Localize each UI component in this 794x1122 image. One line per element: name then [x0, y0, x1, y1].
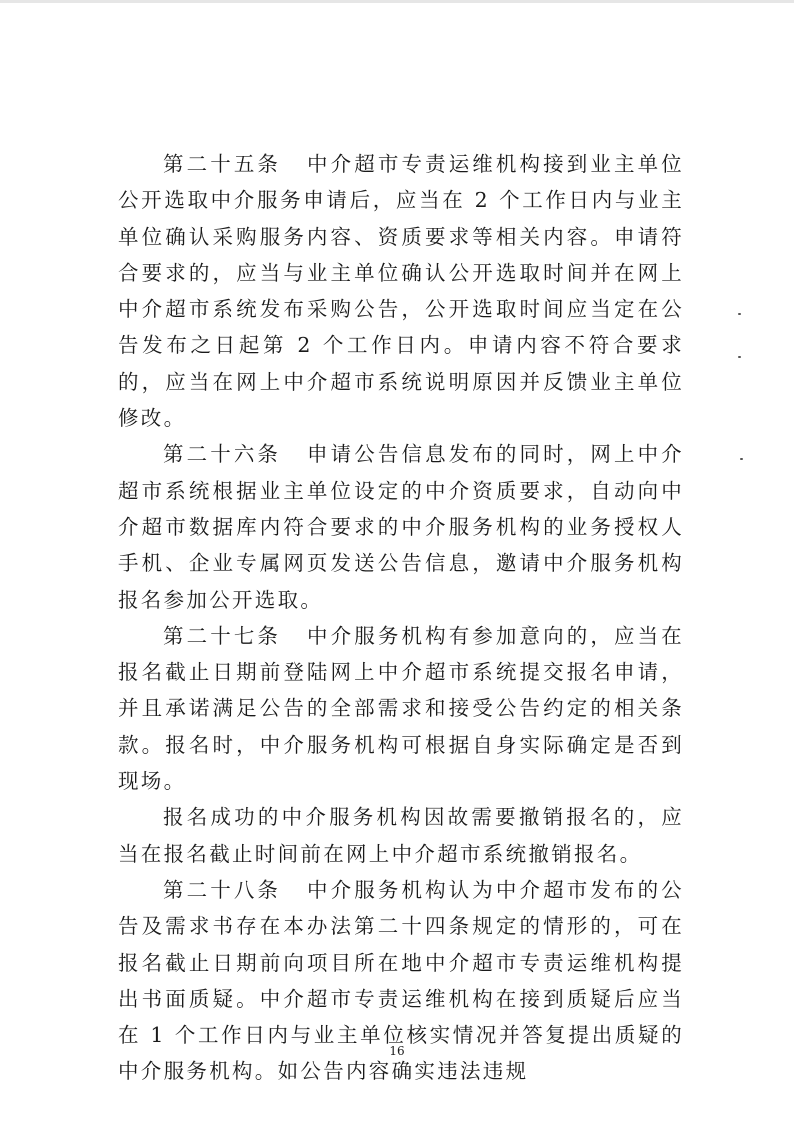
- article-text: 中介超市专责运维机构接到业主单位公开选取中介服务申请后，应当在 2 个工作日内与业主单位确认采购服务内容、资质要求等相关内容。申请符合要求的，应当与业主单位确认公开选取时间并在网上中介超市系统发布采购公告，公开选取时间应当定在公告发布之日起第 2 个工作日内。申请内容不符合要求的，应当在网上中介超市系统说明原因并反馈业主单位修改。: [118, 152, 684, 431]
- scan-speck: [738, 356, 741, 358]
- article-heading: 第二十八条: [163, 877, 282, 902]
- paragraph-article-25: [118, 146, 684, 436]
- article-heading: 第二十六条: [163, 442, 282, 467]
- article-heading: 第二十七条: [163, 623, 282, 648]
- article-heading: 第二十五条: [163, 152, 282, 176]
- paragraph-withdrawal: [118, 799, 684, 872]
- article-text: 申请公告信息发布的同时，网上中介超市系统根据业主单位设定的中介资质要求，自动向中介超市数据库内符合要求的中介服务机构的业务授权人手机、企业专属网页发送公告信息，邀请中介服务机构报名参加公开选取。: [118, 442, 684, 612]
- scan-speck: [740, 458, 743, 460]
- paragraph-text: 报名成功的中介服务机构因故需要撤销报名的，应当在报名截止时间前在网上中介超市系统撤销报名。: [118, 805, 684, 866]
- article-text: 中介服务机构认为中介超市发布的公告及需求书存在本办法第二十四条规定的情形的，可在报名截止日期前向项目所在地中介超市专责运维机构提出书面质疑。中介超市专责运维机构在接到质疑后应当在 1 个工作日内与业主单位核实情况并答复提出质疑的中介服务机构。如公告内容确实违法违规: [118, 877, 684, 1084]
- paragraph-article-27: [118, 618, 684, 799]
- scan-speck: [738, 313, 741, 315]
- document-body: [118, 146, 684, 1090]
- article-text: 中介服务机构有参加意向的，应当在报名截止日期前登陆网上中介超市系统提交报名申请，并且承诺满足公告的全部需求和接受公告约定的相关条款。报名时，中介服务机构可根据自身实际确定是否到现场。: [118, 623, 684, 794]
- paragraph-article-26: [118, 436, 684, 617]
- page-number: 16: [389, 1044, 405, 1058]
